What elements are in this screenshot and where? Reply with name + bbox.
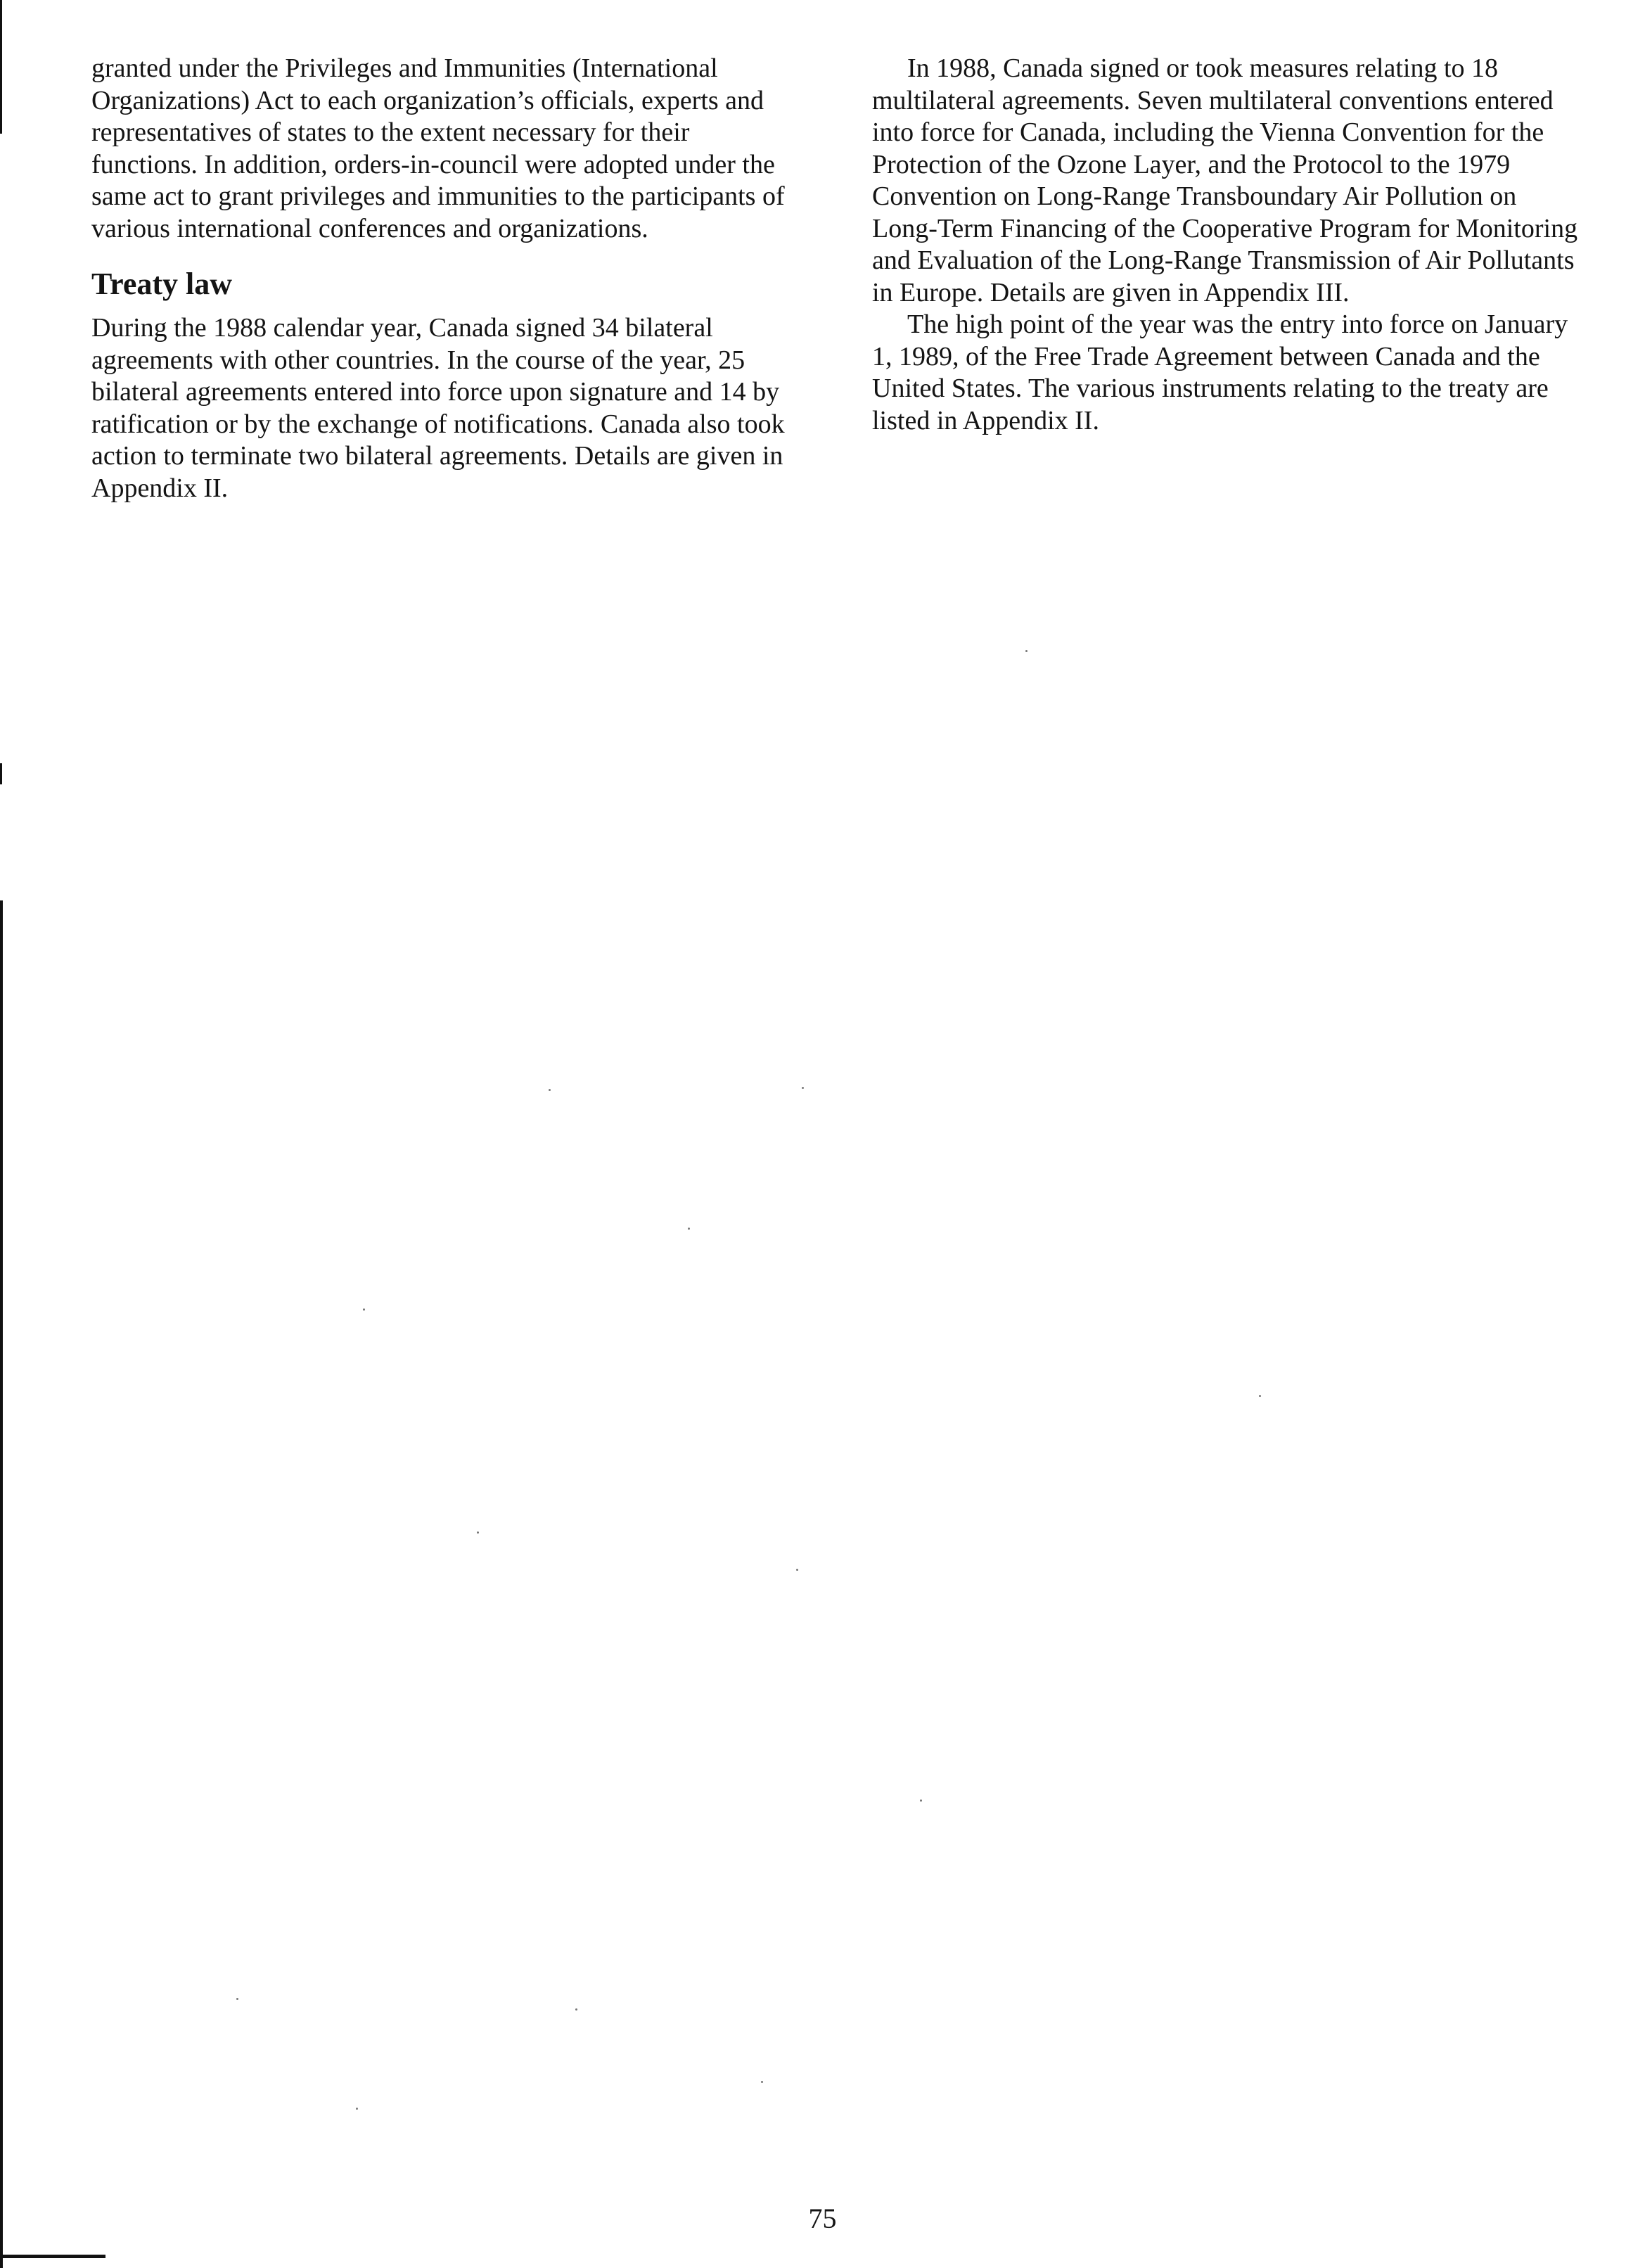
scan-speck [363, 1308, 365, 1311]
scan-speck [796, 1569, 798, 1571]
right-column [872, 53, 1582, 437]
page-edge-mark [0, 763, 2, 784]
page-number: 75 [808, 2203, 837, 2234]
body-paragraph: During the 1988 calendar year, Canada signed 34 bilateral agreements with other countries. In the course of the year, 25 bilateral agreements entered into force upon signature and 14 by ratification or by the exchange of notifications. Canada also took action to terminate two bilateral agreements. Details are given in Appendix II. [91, 313, 785, 503]
body-paragraph: granted under the Privileges and Immunities (International Organizations) Act to each organization’s officials, experts and representatives of states to the extent necessary for their functions. In addition, orders-in-council were adopted under the same act to grant privileges and immunities to the participants of various international conferences and organizations. [91, 53, 785, 243]
page-edge-mark [0, 900, 3, 2268]
section-heading: Treaty law [91, 267, 232, 301]
scan-speck [236, 1998, 238, 2000]
body-paragraph: The high point of the year was the entry into force on January 1, 1989, of the Free Trade Agreement between Canada and the United States. The various instruments relating to the treaty are listed in Appendix II. [872, 310, 1568, 435]
scan-speck [802, 1087, 804, 1089]
scan-speck [1259, 1395, 1261, 1397]
page-edge-mark [0, 2255, 105, 2258]
scan-speck [575, 2008, 577, 2011]
scan-speck [761, 2081, 763, 2083]
scan-speck [356, 2108, 358, 2110]
scan-speck [920, 1799, 922, 1802]
page-edge-mark [0, 0, 2, 134]
scan-speck [477, 1531, 479, 1534]
scan-speck [688, 1228, 690, 1230]
left-column [91, 53, 802, 504]
body-paragraph: In 1988, Canada signed or took measures relating to 18 multilateral agreements. Seven multilateral conventions entered into force for Canada, including the Vienna Convention for the Protection of the Ozone Layer, and the Protocol to the 1979 Convention on Long-Range Transboundary Air Pollution on Long-Term Financing of the Cooperative Program for Monitoring and Evaluation of the Long-Range Transmission of Air Pollutants in Europe. Details are given in Appendix III. [872, 53, 1578, 307]
scan-speck [1025, 650, 1028, 652]
scan-speck [549, 1089, 551, 1091]
